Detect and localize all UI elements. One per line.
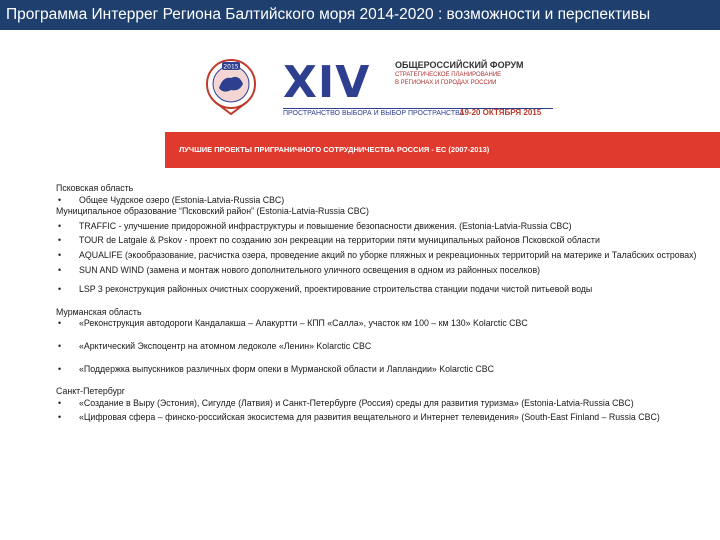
murmansk-heading: Мурманская область — [56, 306, 142, 317]
list-item: • TOUR de Latgale & Pskov - проект по созданию зон рекреации на территории пяти муниципальных районов Псковской области — [56, 235, 706, 247]
forum-banner — [175, 44, 720, 128]
forum-title: ОБЩЕРОССИЙСКИЙ ФОРУМ — [395, 60, 524, 70]
forum-slogan: ПРОСТРАНСТВО ВЫБОРА И ВЫБОР ПРОСТРАНСТВА — [283, 108, 553, 119]
emblem-year: 2015 — [223, 63, 239, 71]
list-item: • «Цифровая сфера – финско-российская экосистема для развития вещательного и Интернет телевидения» (South-East Finland – Russia CBC) — [56, 412, 706, 424]
list-item: • «Поддержка выпускников различных форм опеки в Мурманской области и Лапландии» Kolarctic CBC — [56, 364, 706, 376]
forum-subtitle-2: В РЕГИОНАХ И ГОРОДАХ РОССИИ — [395, 80, 497, 86]
list-item: • AQUALIFE (экообразование, расчистка озера, проведение акций по уборке пляжных и рекреационных территорий на материке и Талабских островах) — [56, 250, 706, 262]
list-item: • «Арктический Экспоцентр на атомном ледоколе «Ленин» Kolarctic CBC — [56, 341, 706, 353]
list-item: • LSP 3 реконструкция районных очистных сооружений, проектирование строительства станции подачи чистой питьевой воды — [56, 284, 706, 296]
spb-heading: Санкт-Петербург — [56, 386, 125, 397]
best-projects-band: ЛУЧШИЕ ПРОЕКТЫ ПРИГРАНИЧНОГО СОТРУДНИЧЕСТВА РОССИЯ - ЕС (2007-2013) — [165, 132, 720, 168]
list-item: • TRAFFIC - улучшение придорожной инфраструктуры и повышение безопасности движения. (Estonia-Latvia-Russia CBC) — [56, 221, 706, 233]
forum-date: 19-20 ОКТЯБРЯ 2015 — [460, 108, 542, 117]
slide-title: Программа Интеррег Региона Балтийского моря 2014-2020 : возможности и перспективы — [0, 0, 720, 30]
pskov-municipal-heading: Муниципальное образование “Псковский район” (Estonia-Latvia-Russia CBC) — [56, 206, 369, 217]
list-item: • «Реконструкция автодороги Кандалакша – Алакуртти – КПП «Салла», участок км 100 – км 130» Kolarctic CBC — [56, 318, 706, 330]
list-item: • «Создание в Выру (Эстония), Сигулде (Латвия) и Санкт-Петербурге (Россия) среды для развития туризма» (Estonia-Latvia-Russia CBC) — [56, 398, 706, 410]
pskov-heading: Псковская область — [56, 183, 134, 193]
forum-subtitle-1: СТРАТЕГИЧЕСКОЕ ПЛАНИРОВАНИЕ — [395, 72, 502, 78]
forum-emblem-icon — [205, 54, 257, 120]
forum-title-block — [395, 60, 555, 87]
list-item: • Общее Чудское озеро (Estonia-Latvia-Russia CBC) — [56, 195, 706, 207]
forum-numeral: XIV — [283, 57, 371, 108]
projects-list — [56, 183, 706, 424]
list-item: • SUN AND WIND (замена и монтаж нового дополнительного уличного освещения в одном из районных поселков) — [56, 265, 706, 277]
